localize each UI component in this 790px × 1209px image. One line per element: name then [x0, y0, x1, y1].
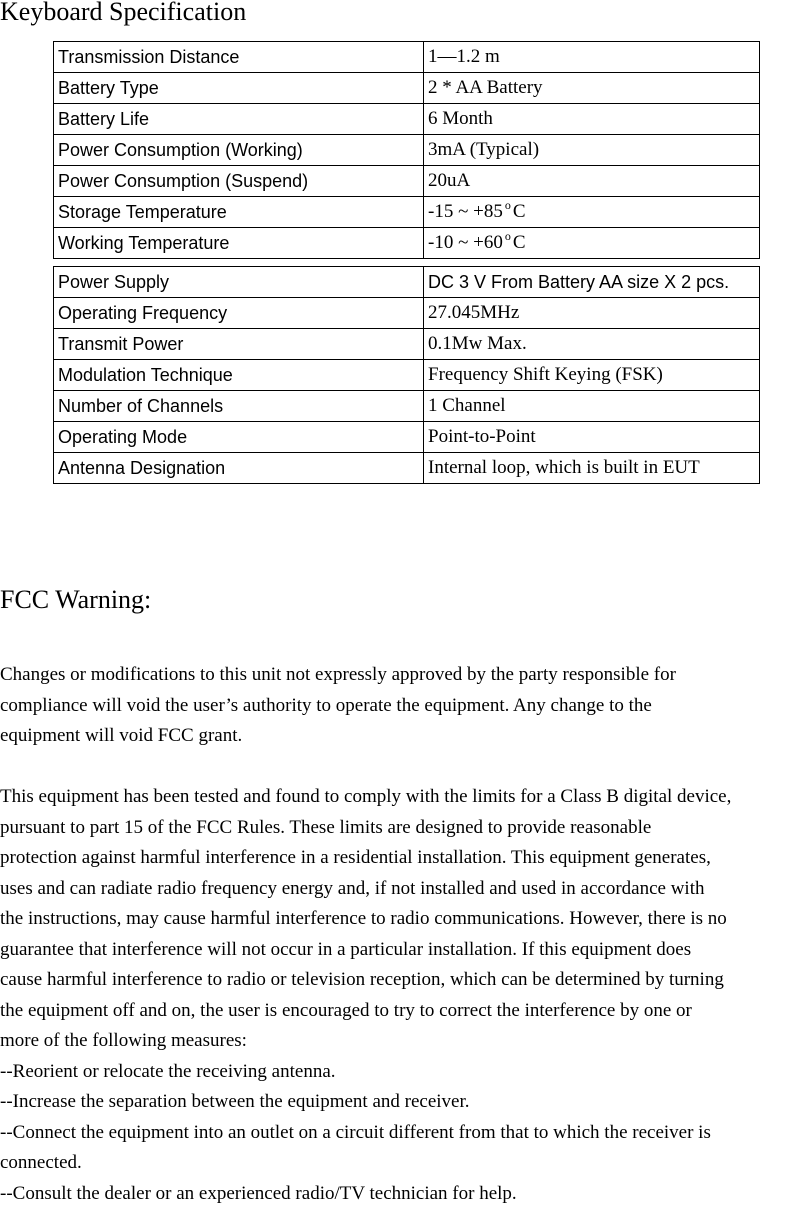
table-row: [54, 104, 760, 135]
table-row: [54, 228, 760, 259]
table-row: [54, 391, 760, 422]
text-line: protection against harmful interference in a residential installation. This equipment generates,: [0, 843, 790, 874]
spec-label: Antenna Designation: [54, 453, 424, 484]
spec-label: Number of Channels: [54, 391, 424, 422]
spec-table-radio: [53, 266, 760, 484]
text-line: equipment will void FCC grant.: [0, 721, 790, 752]
measure-item: --Increase the separation between the equipment and receiver.: [0, 1087, 790, 1118]
spec-label: Transmission Distance: [54, 42, 424, 73]
fcc-paragraph-compliance: [0, 782, 790, 1209]
text-line: pursuant to part 15 of the FCC Rules. These limits are designed to provide reasonable: [0, 813, 790, 844]
spec-label: Power Consumption (Suspend): [54, 166, 424, 197]
table-row: [54, 329, 760, 360]
text-line: the instructions, may cause harmful interference to radio communications. However, there is no: [0, 904, 790, 935]
fcc-paragraph-modifications: [0, 660, 790, 752]
text-line: uses and can radiate radio frequency energy and, if not installed and used in accordance with: [0, 874, 790, 905]
spec-label: Modulation Technique: [54, 360, 424, 391]
spec-label: Working Temperature: [54, 228, 424, 259]
spec-value: 27.045MHz: [424, 298, 760, 329]
spec-value: Internal loop, which is built in EUT: [424, 453, 760, 484]
spec-value: -10 ~ +60 $^o$ C: [424, 228, 760, 259]
spec-value: 3mA (Typical): [424, 135, 760, 166]
table-row: [54, 422, 760, 453]
spec-value: 20uA: [424, 166, 760, 197]
text-line: cause harmful interference to radio or television reception, which can be determined by turning: [0, 965, 790, 996]
table-row: [54, 73, 760, 104]
text-line: guarantee that interference will not occur in a particular installation. If this equipment does: [0, 935, 790, 966]
measure-item: --Connect the equipment into an outlet on a circuit different from that to which the receiver is: [0, 1118, 790, 1149]
page-title: Keyboard Specification: [0, 0, 246, 28]
spec-label: Operating Mode: [54, 422, 424, 453]
table-row: [54, 197, 760, 228]
spec-label: Power Supply: [54, 267, 424, 298]
spec-label: Operating Frequency: [54, 298, 424, 329]
text-line: more of the following measures:: [0, 1026, 790, 1057]
measure-item-continuation: connected.: [0, 1148, 790, 1179]
degree-superscript: o: [505, 198, 511, 212]
table-row: [54, 360, 760, 391]
spec-label: Transmit Power: [54, 329, 424, 360]
table-row: [54, 267, 760, 298]
table-row: [54, 42, 760, 73]
spec-label: Power Consumption (Working): [54, 135, 424, 166]
spec-label: Storage Temperature: [54, 197, 424, 228]
table-row: [54, 166, 760, 197]
fcc-warning-heading: FCC Warning:: [0, 584, 151, 616]
text-line: This equipment has been tested and found to comply with the limits for a Class B digital device,: [0, 782, 790, 813]
degree-superscript: o: [505, 229, 511, 243]
spec-value: Frequency Shift Keying (FSK): [424, 360, 760, 391]
spec-value: 0.1Mw Max.: [424, 329, 760, 360]
text-line: Changes or modifications to this unit not expressly approved by the party responsible for: [0, 660, 790, 691]
spec-value: 1 Channel: [424, 391, 760, 422]
spec-table-general: [53, 41, 760, 259]
table-row: [54, 453, 760, 484]
spec-value: 6 Month: [424, 104, 760, 135]
spec-label: Battery Life: [54, 104, 424, 135]
table-row: [54, 135, 760, 166]
spec-value: 2 * AA Battery: [424, 73, 760, 104]
spec-value: -15 ~ +85 $^o$ C: [424, 197, 760, 228]
spec-label: Battery Type: [54, 73, 424, 104]
text-line: the equipment off and on, the user is encouraged to try to correct the interference by one or: [0, 996, 790, 1027]
table-row: [54, 298, 760, 329]
measure-item: --Consult the dealer or an experienced radio/TV technician for help.: [0, 1179, 790, 1209]
spec-value: 1—1.2 m: [424, 42, 760, 73]
text-line: compliance will void the user’s authority to operate the equipment. Any change to the: [0, 691, 790, 722]
spec-value: Point-to-Point: [424, 422, 760, 453]
spec-value: DC 3 V From Battery AA size X 2 pcs.: [424, 267, 760, 298]
measure-item: --Reorient or relocate the receiving antenna.: [0, 1057, 790, 1088]
